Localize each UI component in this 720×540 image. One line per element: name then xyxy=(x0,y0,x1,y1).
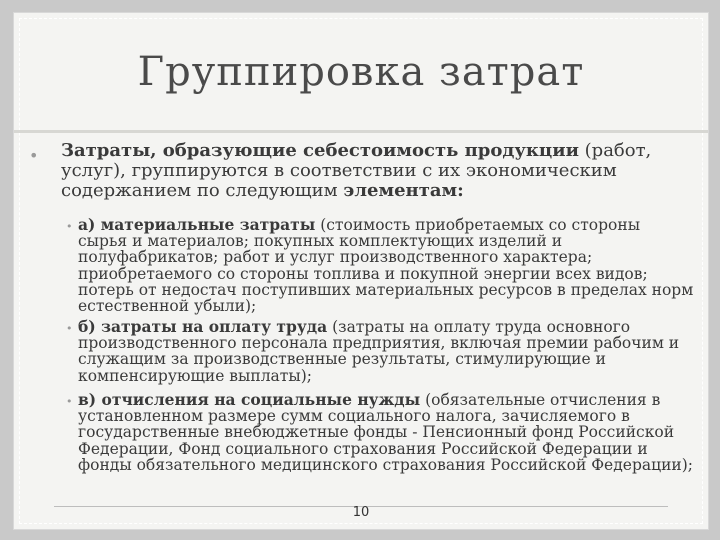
slide-title: Группировка затрат xyxy=(137,49,585,95)
list-item xyxy=(78,392,694,473)
intro-paragraph xyxy=(61,141,683,201)
page-number: 10 xyxy=(352,505,370,520)
slide xyxy=(13,12,709,530)
bullet-icon: • xyxy=(66,322,73,335)
intro-bold: Затраты, образующие себестоимость продукции xyxy=(61,140,579,161)
list-item xyxy=(78,217,694,314)
title-divider xyxy=(14,130,708,133)
item-text: (обязательные отчисления в установленном размере сумм социального налога, зачисляемого в государственные внебюджетные фонды - Пенсионный фонд Российской Федерации, Фонд социального страхования Российской Федерации и фонды обязательного медицинского страхования Российской Федерации); xyxy=(78,391,694,474)
item-text: (стоимость приобретаемых со стороны сырья и материалов; покупных комплектующих изделий и полуфабрикатов; работ и услуг производственного характера; приобретаемого со стороны топлива и покупной энергии всех видов; потерь от недостач поступивших материальных ресурсов в пределах норм естественной убыли); xyxy=(78,216,694,316)
item-bold: б) затраты на оплату труда xyxy=(78,317,328,336)
intro-bold-2: элементам: xyxy=(343,180,464,201)
bullet-icon: • xyxy=(66,395,73,408)
item-text: (затраты на оплату труда основного производственного персонала предприятия, включая премии рабочим и служащим за производственные результаты, стимулирующие и компенсирующие выплаты); xyxy=(78,318,680,385)
bullet-icon: • xyxy=(66,220,73,233)
bullet-icon: • xyxy=(29,146,39,165)
item-bold: а) материальные затраты xyxy=(78,215,316,234)
list-item xyxy=(78,319,694,384)
item-bold: в) отчисления на социальные нужды xyxy=(78,390,421,409)
intro-text: (работ, услуг), группируются в соответствии с их экономическим содержанием по следующим xyxy=(61,140,652,201)
